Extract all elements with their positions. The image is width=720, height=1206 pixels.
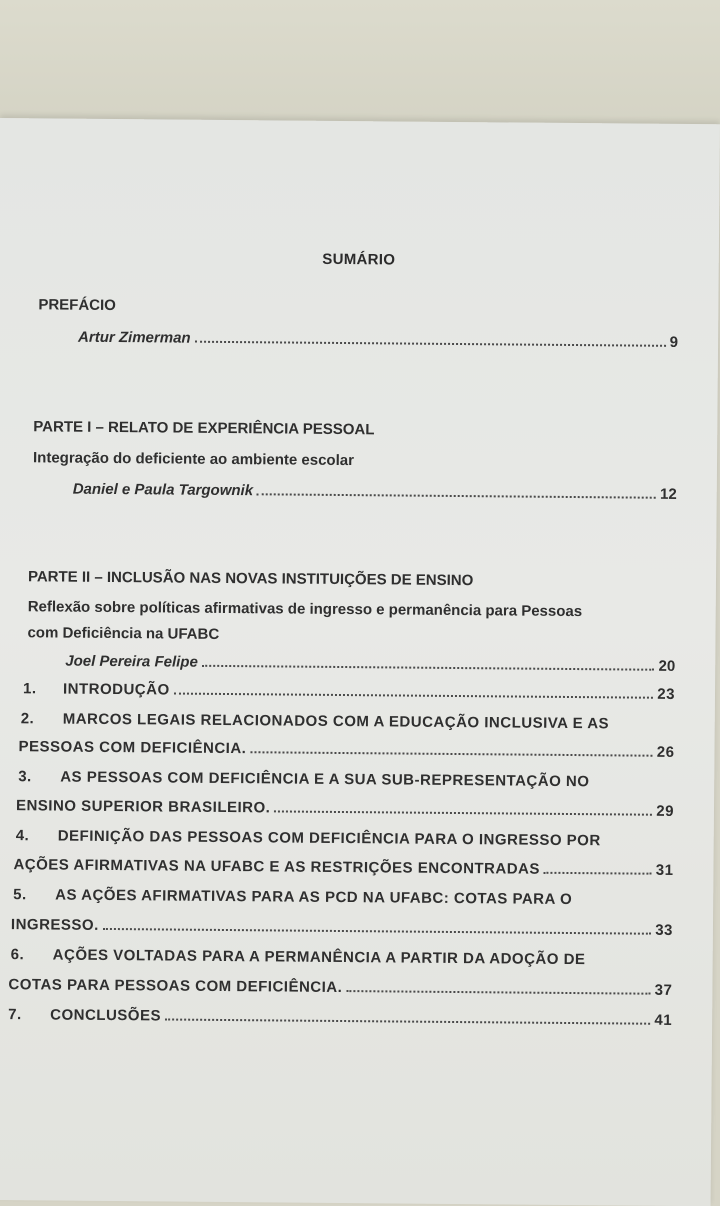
page-number: 12 <box>659 485 677 503</box>
toc-item-2-line1[interactable] <box>21 710 609 732</box>
item-number: 5. <box>13 886 27 904</box>
parte2-author: Joel Pereira Felipe <box>65 652 198 671</box>
page-number: 33 <box>655 921 674 939</box>
item-title: INTRODUÇÃO <box>62 680 170 699</box>
parte2-entry[interactable] <box>65 653 675 675</box>
parte2-subtitle-line2: com Deficiência na UFABC <box>27 624 220 643</box>
parte1-title: PARTE I – RELATO DE EXPERIÊNCIA PESSOAL <box>33 418 375 439</box>
prefacio-label: PREFÁCIO <box>38 296 116 315</box>
book-page <box>0 118 720 1206</box>
item-title: AS AÇÕES AFIRMATIVAS PARA AS PCD NA UFABC: COTAS PARA O <box>55 886 573 909</box>
dot-leader <box>202 664 655 671</box>
toc-item-3-line2[interactable] <box>16 797 674 820</box>
parte2-title: PARTE II – INCLUSÃO NAS NOVAS INSTITUIÇÕES DE ENSINO <box>27 568 474 590</box>
item-title: MARCOS LEGAIS RELACIONADOS COM A EDUCAÇÃO INCLUSIVA E AS <box>62 710 610 733</box>
page-number: 23 <box>657 685 676 703</box>
item-number: 6. <box>10 946 25 964</box>
item-title-continued: ENSINO SUPERIOR BRASILEIRO. <box>15 797 271 817</box>
prefacio-entry[interactable] <box>78 329 678 351</box>
page-number: 37 <box>654 981 673 999</box>
dot-leader <box>103 927 651 935</box>
page-number: 31 <box>655 861 674 879</box>
item-title-continued: INGRESSO. <box>10 916 99 934</box>
item-title-continued: COTAS PARA PESSOAS COM DEFICIÊNCIA. <box>8 976 343 997</box>
toc-item-6-line1[interactable] <box>11 946 586 968</box>
parte1-subtitle: Integração do deficiente ao ambiente escolar <box>32 449 355 470</box>
item-title: CONCLUSÕES <box>50 1006 162 1025</box>
dot-leader <box>195 340 666 347</box>
page-number: 29 <box>656 802 675 820</box>
toc-item-1[interactable] <box>23 680 675 703</box>
item-title: DEFINIÇÃO DAS PESSOAS COM DEFICIÊNCIA PARA O INGRESSO POR <box>57 827 601 850</box>
item-number: 1. <box>22 680 37 698</box>
item-title: AS PESSOAS COM DEFICIÊNCIA E A SUA SUB-REPRESENTAÇÃO NO <box>60 768 590 791</box>
item-title: AÇÕES VOLTADAS PARA A PERMANÊNCIA A PARTIR DA ADOÇÃO DE <box>52 946 586 969</box>
item-number: 4. <box>15 827 30 845</box>
page-number: 41 <box>654 1011 673 1029</box>
dot-leader <box>257 492 656 498</box>
page-title: SUMÁRIO <box>322 250 396 269</box>
item-number: 2. <box>20 710 35 728</box>
parte1-entry[interactable] <box>73 481 677 503</box>
dot-leader <box>346 989 650 995</box>
item-title-continued: AÇÕES AFIRMATIVAS NA UFABC E AS RESTRIÇÕES ENCONTRADAS <box>13 856 541 878</box>
toc-item-4-line1[interactable] <box>16 827 601 849</box>
parte2-subtitle-line1: Reflexão sobre políticas afirmativas de ingresso e permanência para Pessoas <box>27 598 583 621</box>
dot-leader <box>544 871 652 875</box>
item-number: 7. <box>8 1006 22 1024</box>
page-number: 26 <box>656 743 675 761</box>
page-number: 20 <box>658 657 676 675</box>
page-number: 9 <box>669 333 679 351</box>
toc-item-2-line2[interactable] <box>18 738 674 761</box>
dot-leader <box>274 809 652 815</box>
item-title-continued: PESSOAS COM DEFICIÊNCIA. <box>18 738 247 758</box>
parte1-author: Daniel e Paula Targownik <box>72 480 254 500</box>
toc-item-6-line2[interactable] <box>8 976 672 999</box>
toc-item-4-line2[interactable] <box>13 856 673 879</box>
toc-item-7[interactable] <box>8 1006 672 1029</box>
dot-leader <box>165 1017 650 1024</box>
toc-item-3-line1[interactable] <box>18 768 589 790</box>
dot-leader <box>250 750 652 757</box>
toc-item-5-line2[interactable] <box>11 916 673 939</box>
toc-item-5-line1[interactable] <box>13 886 572 908</box>
item-number: 3. <box>18 768 32 786</box>
prefacio-author: Artur Zimerman <box>78 328 191 347</box>
dot-leader <box>174 692 654 699</box>
